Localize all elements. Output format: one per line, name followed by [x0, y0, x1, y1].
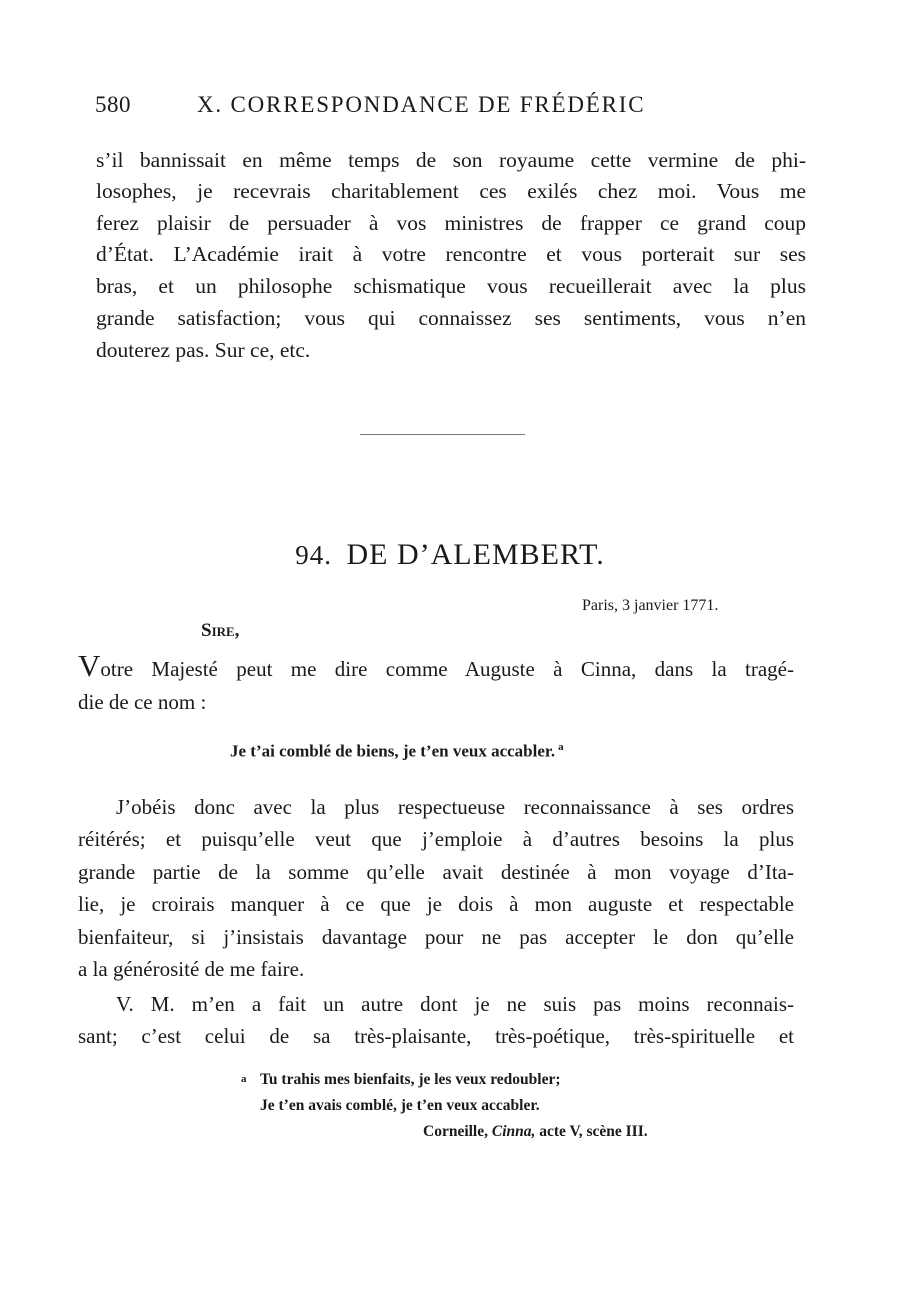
footnote-line: Tu trahis mes bienfaits, je les veux redoubler;	[260, 1071, 561, 1088]
source-work: Cinna,	[491, 1123, 536, 1140]
footnote-line: Je t’en avais comblé, je t’en veux accabler.	[260, 1097, 540, 1114]
verse-text: Je t’ai comblé de biens, je t’en veux accabler.	[230, 741, 556, 761]
text-line: douterez pas. Sur ce, etc.	[96, 338, 311, 362]
text-line: s’il bannissait en même temps de son royaume cette vermine de phi-	[96, 148, 806, 172]
text-line: d’État. L’Académie irait à votre rencontre et vous porterait sur ses	[96, 242, 806, 266]
text-line: bienfaiteur, si j’insistais davantage pour ne pas accepter le don qu’elle	[78, 925, 794, 949]
text-line: a la générosité de me faire.	[78, 957, 305, 981]
source-author: Corneille,	[423, 1123, 488, 1140]
running-title: X. CORRESPONDANCE DE FRÉDÉRIC	[197, 92, 646, 117]
letter-heading	[0, 538, 900, 572]
quoted-verse	[230, 741, 564, 762]
text-line: J’obéis donc avec la plus respectueuse reconnaissance à ses ordres	[116, 795, 794, 819]
text-line: losophes, je recevrais charitablement ces exilés chez moi. Vous me	[96, 179, 806, 203]
text-line: bras, et un philosophe schismatique vous recueillerait avec la plus	[96, 274, 806, 298]
section-separator	[360, 434, 525, 435]
letter-number: 94.	[295, 540, 332, 570]
salutation: Sire,	[201, 620, 240, 641]
text-line: ferez plaisir de persuader à vos ministres de frapper ce grand coup	[96, 211, 806, 235]
letter-date: Paris, 3 janvier 1771.	[582, 597, 719, 614]
text-line: sant; c’est celui de sa très-plaisante, très-poétique, très-spirituelle et	[78, 1024, 794, 1048]
text-span: otre Majesté peut me dire comme Auguste à Cinna, dans la tragé-	[100, 657, 794, 681]
text-line: grande partie de la somme qu’elle avait destinée à mon voyage d’Ita-	[78, 860, 794, 884]
text-line: grande satisfaction; vous qui connaissez ses sentiments, vous n’en	[96, 306, 806, 330]
text-line: die de ce nom :	[78, 690, 207, 714]
page-number: 580	[95, 92, 131, 117]
text-line: réitérés; et puisqu’elle veut que j’emploie à d’autres besoins la plus	[78, 827, 794, 851]
source-detail: acte V, scène III.	[539, 1123, 648, 1140]
footnote-reference: a	[558, 741, 564, 753]
text-line: V. M. m’en a fait un autre dont je ne suis pas moins reconnais-	[116, 992, 794, 1016]
letter-title: DE D’ALEMBERT.	[346, 538, 605, 571]
footnote-source	[423, 1123, 648, 1141]
drop-cap: V	[78, 648, 101, 683]
text-line: lie, je croirais manquer à ce que je dois à mon auguste et respectable	[78, 892, 794, 916]
footnote-mark: a	[241, 1073, 247, 1085]
text-line	[78, 650, 794, 685]
